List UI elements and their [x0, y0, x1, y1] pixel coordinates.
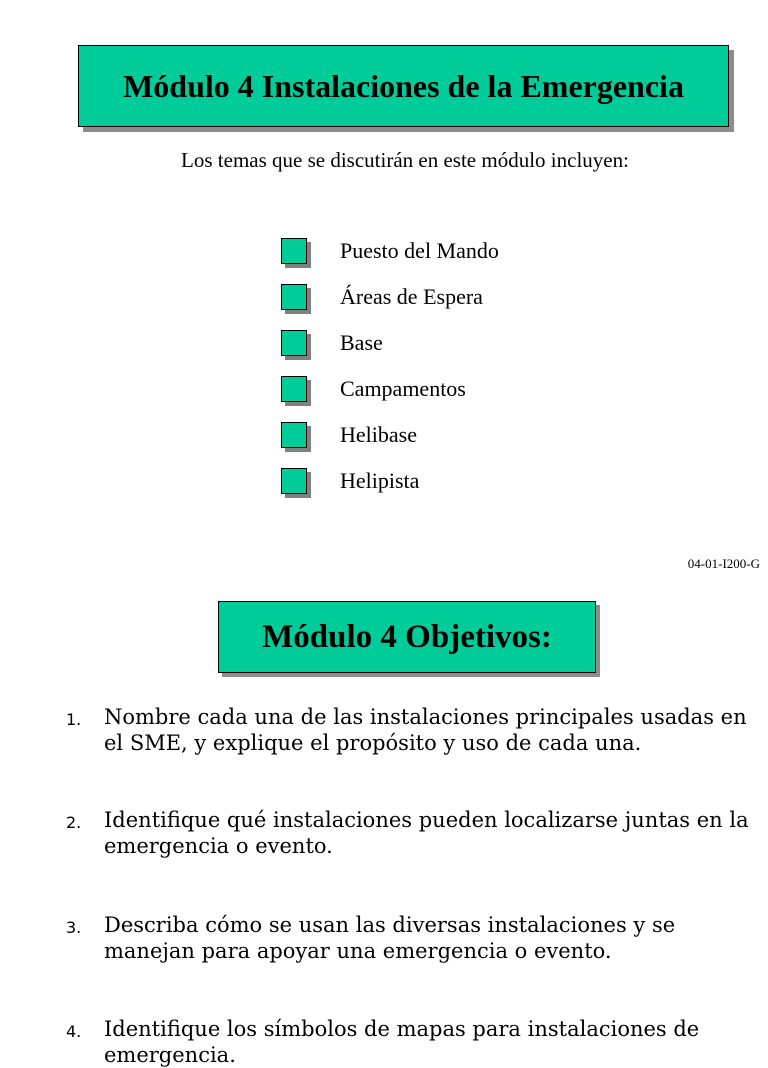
objective-text: Identifique los símbolos de mapas para instalaciones de emergencia. — [104, 1017, 700, 1067]
topic-label: Áreas de Espera — [340, 284, 483, 309]
topic-label: Helibase — [340, 422, 417, 447]
objective-number: 1. — [66, 710, 82, 729]
objective-number: 3. — [66, 918, 82, 937]
objective-text: Nombre cada una de las instalaciones principales usadas en el SME, y explique el propósito y uso de cada una. — [104, 705, 747, 755]
intro-text: Los temas que se discutirán en este módulo incluyen: — [181, 148, 629, 172]
objectives-title: Módulo 4 Objetivos: — [262, 618, 552, 655]
title-box — [78, 45, 729, 127]
list-item — [281, 458, 499, 504]
list-item — [281, 412, 499, 458]
page-title: Módulo 4 Instalaciones de la Emergencia — [123, 67, 684, 104]
topic-label: Campamentos — [340, 376, 466, 401]
square-bullet-icon — [281, 284, 307, 310]
topic-list — [281, 228, 499, 504]
square-bullet-icon — [281, 376, 307, 402]
objectives-title-box — [218, 601, 596, 673]
square-bullet-icon — [281, 238, 307, 264]
topic-label: Puesto del Mando — [340, 238, 499, 263]
topic-label: Helipista — [340, 468, 420, 493]
objective-text: Describa cómo se usan las diversas instalaciones y se manejan para apoyar una emergencia o evento. — [104, 913, 676, 963]
slide-code: 04-01-I200-G — [687, 556, 760, 571]
square-bullet-icon — [281, 422, 307, 448]
square-bullet-icon — [281, 468, 307, 494]
objective-text: Identifique qué instalaciones pueden localizarse juntas en la emergencia o evento. — [104, 808, 749, 858]
list-item — [281, 366, 499, 412]
list-item — [281, 274, 499, 320]
objective-number: 2. — [66, 813, 82, 832]
objective-number: 4. — [66, 1022, 82, 1041]
square-bullet-icon — [281, 330, 307, 356]
list-item — [281, 228, 499, 274]
topic-label: Base — [340, 330, 383, 355]
list-item — [281, 320, 499, 366]
